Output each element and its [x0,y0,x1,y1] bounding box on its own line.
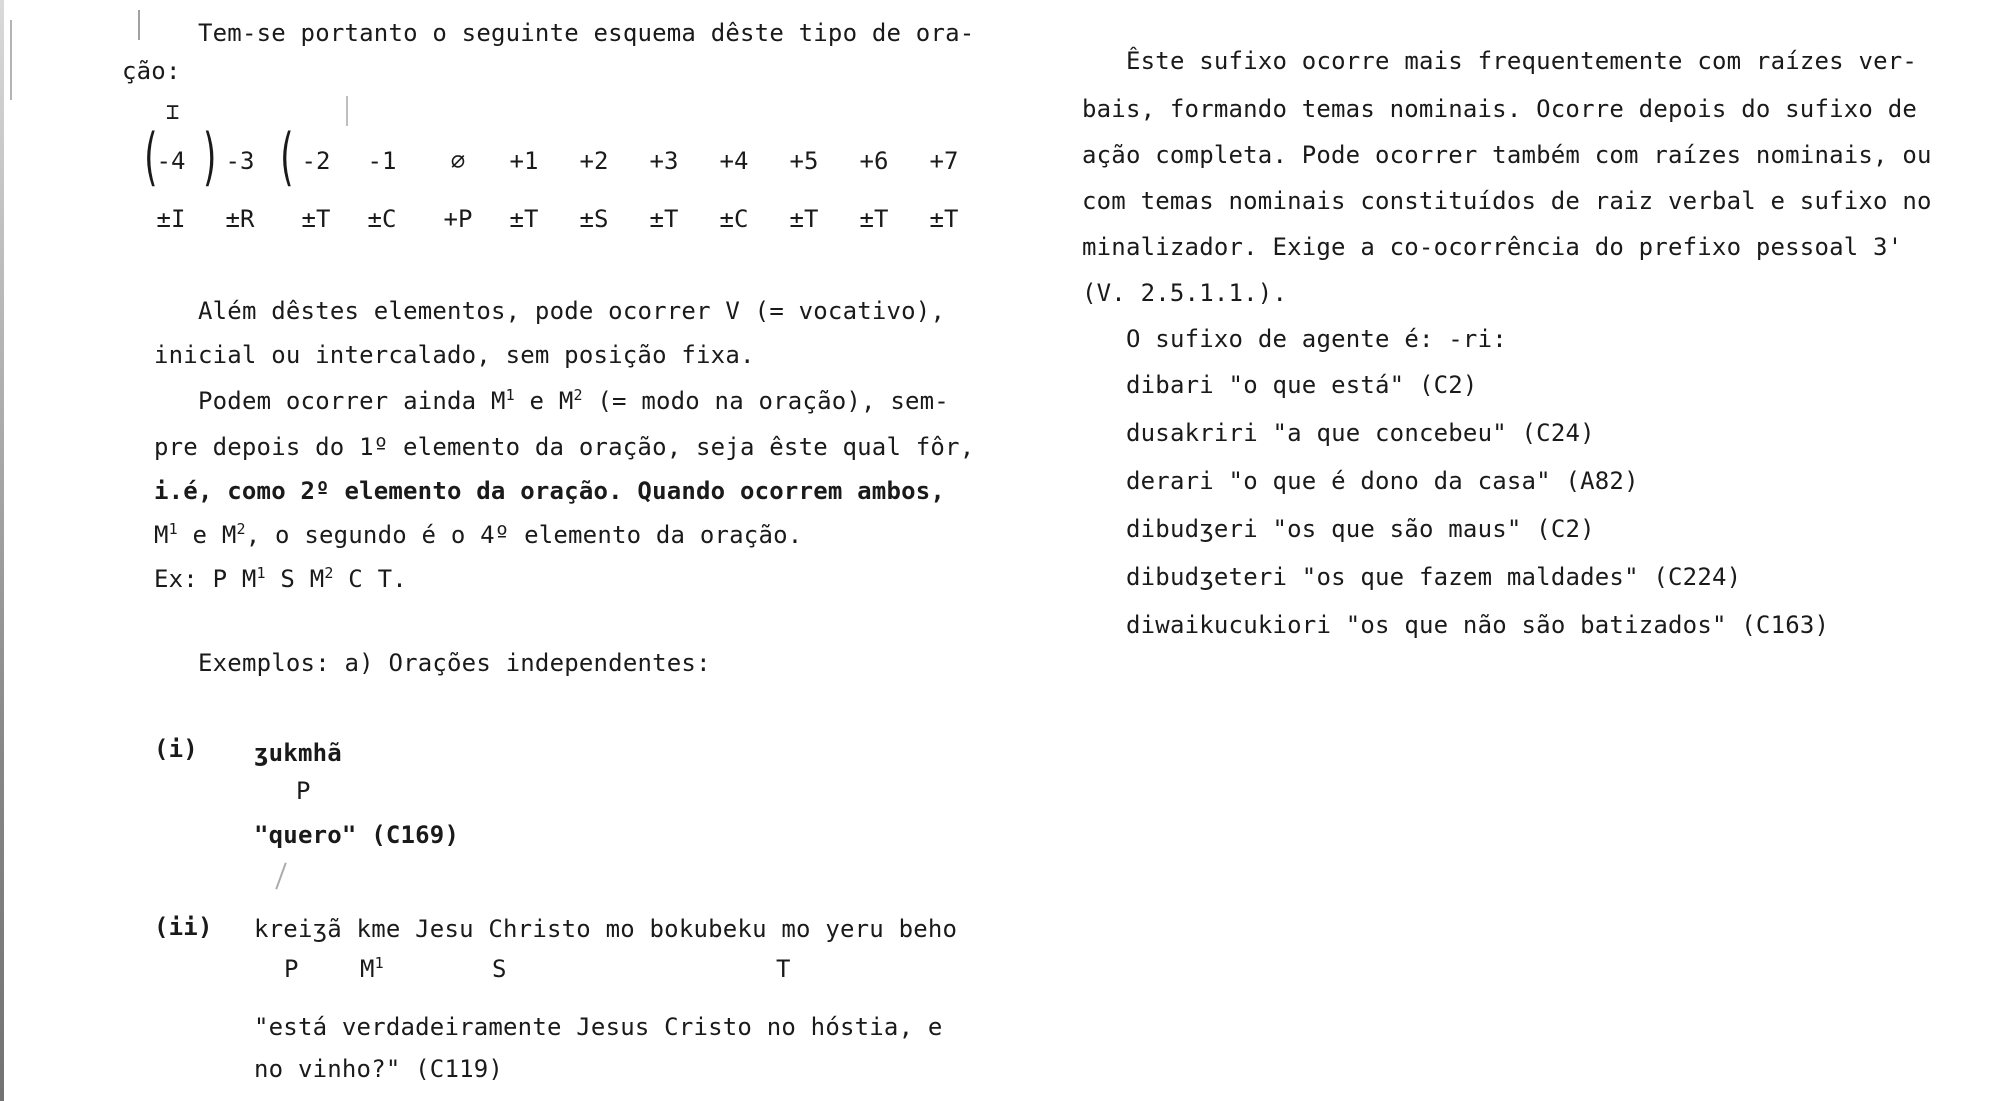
schema-elem: ±T [789,205,819,233]
text-segment: C T. [333,565,407,593]
agent-example-6: diwaikucukiori "os que não são batizados" (C163) [1126,611,1830,639]
schema-group-paren-close: ) [200,120,221,193]
examples-heading: Exemplos: a) Orações independentes: [198,649,711,677]
schema-pos: +2 [579,147,609,175]
schema-elem: ±T [859,205,889,233]
schema-pos: +3 [649,147,679,175]
superscript: 1 [505,386,515,404]
superscript: 2 [324,564,334,582]
schema-elem: ±T [649,205,679,233]
para2-line-2: pre depois do 1º elemento da oração, seja êste qual fôr, [154,433,975,461]
schema-pos: +5 [789,147,819,175]
scan-artifact [138,10,140,40]
example-2-translation-2: no vinho?" (C119) [254,1055,504,1083]
schema-positions-row [0,146,1000,176]
text-segment: Ex: P M [154,565,257,593]
agent-example-1: dibari "o que está" (C2) [1126,371,1478,399]
schema-pos: -4 [156,147,186,175]
superscript: 1 [256,564,266,582]
intro-line-1: Tem-se portanto o seguinte esquema dêste tipo de ora- [198,19,975,47]
example-1-word: ʒukmhã [254,739,342,767]
schema-elem: ±T [929,205,959,233]
superscript: 2 [573,386,583,404]
body-line-1: Êste sufixo ocorre mais frequentemente com raízes ver- [1126,47,1918,75]
schema-group-paren-open: ( [276,120,297,193]
agent-example-2: dusakriri "a que concebeu" (C24) [1126,419,1595,447]
para2-line-3: i.é, como 2º elemento da oração. Quando ocorrem ambos, [154,477,946,505]
para2-line-4 [154,520,802,550]
example-2-translation-1: "está verdadeiramente Jesus Cristo no hóstia, e [254,1013,943,1041]
agent-suffix-heading: O sufixo de agente é: -ri: [1126,325,1507,353]
formula-example [154,564,407,594]
example-2-sentence: kreiʒã kme Jesu Christo mo bokubeku mo yeru beho [254,915,958,943]
schema-elem: ±T [301,205,331,233]
body-line-2: bais, formando temas nominais. Ocorre depois do sufixo de [1082,95,1918,123]
example-2-tag-t: T [776,955,791,983]
agent-example-5: dibudʒeteri "os que fazem maldades" (C224) [1126,563,1742,591]
schema-pos: -2 [301,147,331,175]
body-line-6: (V. 2.5.1.1.). [1082,279,1288,307]
example-2-tag-p: P [284,955,299,983]
body-line-4: com temas nominais constituídos de raiz verbal e sufixo no [1082,187,1932,215]
para2-line-1 [198,386,949,416]
schema-pos: +7 [929,147,959,175]
text-segment: Podem ocorrer ainda M [198,387,506,415]
scan-artifact [346,96,348,126]
schema-bracket-mark: ⌶ [166,100,180,125]
schema-elem: +P [443,205,473,233]
schema-pos: -1 [367,147,397,175]
superscript: 1 [168,520,178,538]
intro-line-2: ção: [122,57,181,85]
example-1-translation: "quero" (C169) [254,821,460,849]
schema-pos: +1 [509,147,539,175]
schema-elem: ±R [225,205,255,233]
superscript: 2 [236,520,246,538]
text-segment: M [360,955,375,983]
example-2-number: (ii) [154,913,213,941]
body-line-3: ação completa. Pode ocorrer também com raízes nominais, ou [1082,141,1932,169]
body-line-5: minalizador. Exige a co-ocorrência do prefixo pessoal 3' [1082,233,1903,261]
schema-pos: +4 [719,147,749,175]
text-segment: , o segundo é o 4º elemento da oração. [245,521,803,549]
scan-artifact [275,863,286,890]
schema-elem: ±I [156,205,186,233]
schema-elem: ±C [719,205,749,233]
agent-example-4: dibudʒeri "os que são maus" (C2) [1126,515,1595,543]
text-segment: e M [177,521,237,549]
text-segment: S M [265,565,325,593]
agent-example-3: derari "o que é dono da casa" (A82) [1126,467,1639,495]
schema-pos: -3 [225,147,255,175]
schema-elem: ±T [509,205,539,233]
text-segment: e M [514,387,574,415]
text-segment: (= modo na oração), sem- [582,387,949,415]
schema-pos: ∅ [450,147,466,175]
para1-line-1: Além dêstes elementos, pode ocorrer V (= vocativo), [198,297,946,325]
example-1-tag: P [296,777,311,805]
para1-line-2: inicial ou intercalado, sem posição fixa. [154,341,755,369]
scan-artifact [10,20,12,100]
schema-elem: ±S [579,205,609,233]
example-2-tag-s: S [492,955,507,983]
right-page [1000,0,1989,1101]
schema-left-paren: ( [140,120,161,193]
superscript: 1 [374,954,384,972]
example-2-tag-m [360,954,384,984]
text-segment: M [154,521,169,549]
schema-pos: +6 [859,147,889,175]
example-1-number: (i) [154,735,198,763]
schema-elem: ±C [367,205,397,233]
schema-elements-row [0,204,1000,234]
